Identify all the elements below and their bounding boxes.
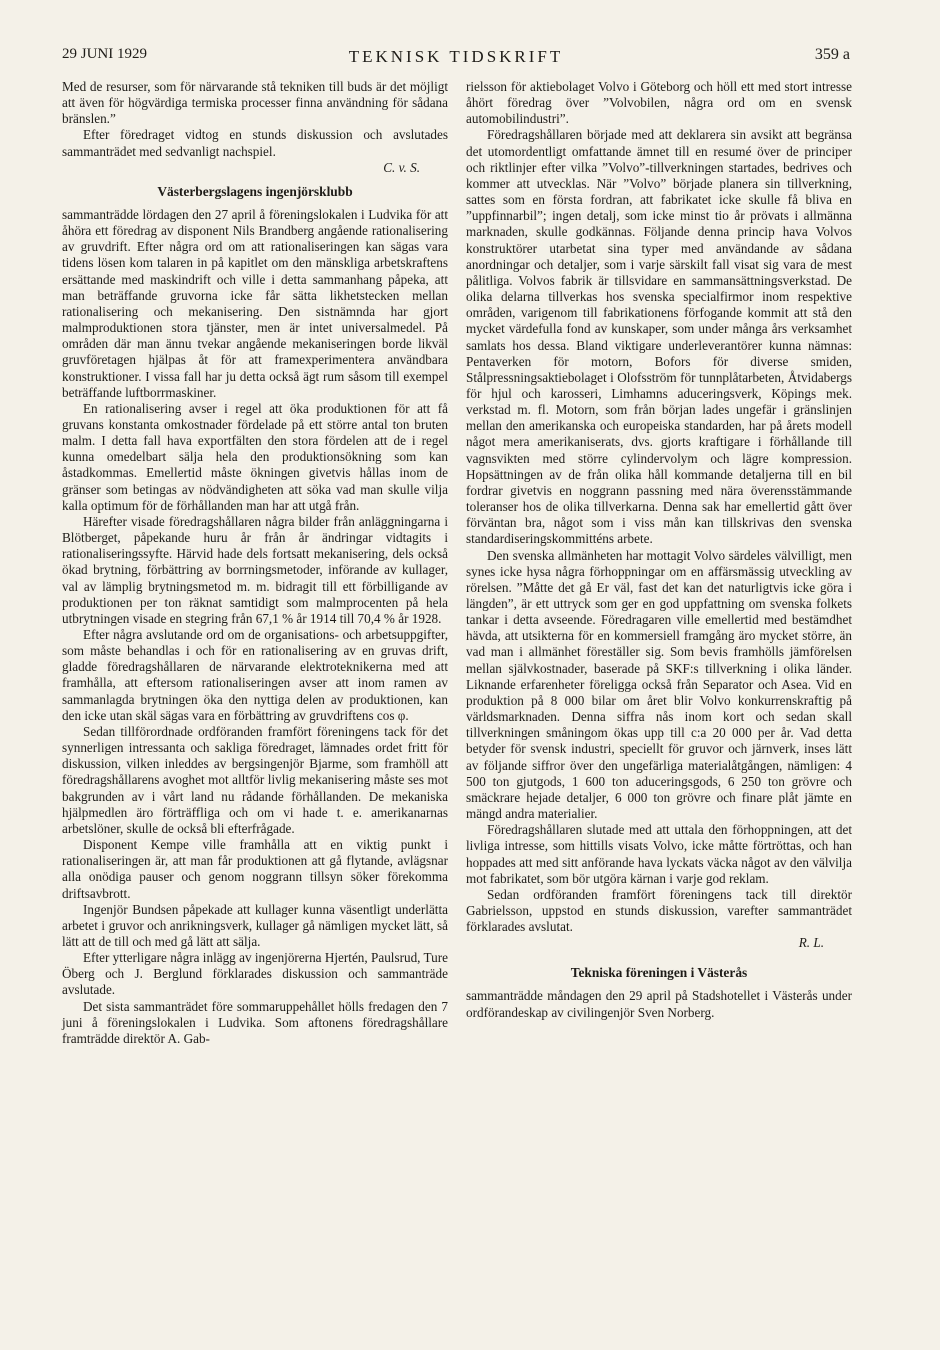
- paragraph: sammanträdde måndagen den 29 april på Stadshotellet i Västerås under ordförandeskap av civilingenjör Sven Norberg.: [466, 988, 852, 1020]
- paragraph: Sedan tillförordnade ordföranden framfört föreningens tack för det synnerligen intressanta och sakliga föredraget, lämnades ordet fritt för diskussion, vilken inleddes av bergsingenjör Bjarme, som framhöll att föredragshållarens avoghet mot alltför livlig mekanisering måste ses mot bakgrunden av i vårt land nu rådande förhållanden. De mekaniska hjälpmedlen äro förträffliga och om vi hade t. e. amerikanarnas arbetslöner, skulle de också bli efterfrågade.: [62, 723, 448, 836]
- section-heading: Tekniska föreningen i Västerås: [570, 965, 748, 981]
- paragraph: Disponent Kempe ville framhålla att en viktig punkt i rationaliseringen är, att man får produktionen att gå flytande, avlägsnar alla onödiga pauser och genom noggrann tillsyn söker förekomma driftsavbrott.: [62, 837, 448, 901]
- section-heading: Västerbergslagens ingenjörsklubb: [157, 183, 353, 199]
- paragraph: Den svenska allmänheten har mottagit Volvo särdeles välvilligt, men synes icke hysa några förhoppningar om en affärsmässig utveckling av rörelsen. ”Måtte det gå Er väl, fast det kan det naturligtvis icke göra i längden”, är ett uttryck som ger en god uppfattning om svenska folkets tankar i detta avseende. Föredragaren ville emellertid med bestämdhet hävda, att utsikterna för en kommersiell framgång äro mycket större, än vad man i allmänhet föreställer sig. Som bevis framhölls jämförelsen mellan självkostnader, baserade på SKF:s tillverkning i olika länder. Liknande erfarenheter föreligga också från Separator och Asea. Vid en produktion på 8 000 bilar om året blir Volvo konkurrenskraftig på världsmarknaden. Denna siffra nås inom kort och sedan skall tillverkningen småningom ökas upp till c:a 20 000 per år. Vad detta betyder för svensk industri, speciellt för gruvor och järnverk, inses lätt av följande siffror över den ungefärliga materialåtgången, nämligen: 4 500 ton gjutgods, 1 600 ton aduceringsgods, 6 250 ton grövre och smäckrare hejade detaljer, 6 000 ton grövre och finare plåt jämte en mängd andra materialier.: [466, 547, 852, 822]
- author-signature: R. L.: [798, 935, 824, 951]
- paragraph: Föredragshållaren började med att deklarera sin avsikt att begränsa det utomordentligt omfattande ämnet till en resumé över de principer och riktlinjer efter vilka ”Volvo”-tillverkningen startades, bedrives och kommer att utvecklas. När ”Volvo” började planera sin tillverkning, sattes som en första fordran, att fabrikatet icke skulle få bliva en ”uppfinnarbil”; ingen detalj, som icke minst tio år prövats i allmänna marknaden, skulle godkännas. Följande denna princip hava Volvos konstruktörer utarbetat sina typer med användande av sådana anordningar och detaljer, som i varje särskilt fall visat sig vara de mest pålitliga. Volvos fabrik är tillsvidare en sammansättningsverkstad. De olika delarna tillverkas hos svenska specialfirmor inom respektive områden, varigenom till fabrikationens förfogande kommit att stå den mycket värdefulla fond av kunskaper, som under många års verksamhet samlats hos dessa. Bland viktigare underleverantörer kunna nämnas: Pentaverken för motorn, Bofors för diverse smiden, Stålpressningsaktiebolaget i Olofsström för tunnplåtarbeten, Åtvidabergs för hjul och karosseri, Limhamns aduceringsverk, Köpings mek. verkstad m. fl. Motorn, som från början lades ungefär i gränslinjen mellan den amerikanska och europeiska standarden, har på årets modell något mera amerikaniserats, dvs. gjorts kraftigare i förhållande till vagnsvikten med större cylindervolym och lägre kompression. Hopsättningen av de från olika håll kommande detaljerna till en bil fordrar givetvis en noggrann passning med nära överensstämmande toleranser hos de olika tillverkarna. Denna sak har emellertid gått över förväntan bra, något som i viss mån kan tillskrivas den svenska standardiseringskommitténs arbete.: [466, 127, 852, 547]
- paragraph: Sedan ordföranden framfört föreningens tack till direktör Gabrielsson, uppstod en stunds diskussion, varefter sammanträdet förklarades avslutat.: [466, 886, 852, 935]
- paragraph: Med de resurser, som för närvarande stå tekniken till buds är det möjligt att även för högvärdiga termiska processer finna användning för sådana bränslen.”: [62, 79, 448, 127]
- paragraph: Ingenjör Bundsen påpekade att kullager kunna väsentligt underlätta arbetet i gruvor och anrikningsverk, kullager gå nämligen mycket lätt, så lätt att de till och med gå lätt att sälja.: [62, 901, 448, 949]
- paragraph: Efter några avslutande ord om de organisations- och arbetsuppgifter, som måste behandlas i och för en rationalisering av en gruvas drift, gladde föredragshållaren de närvarande elektroteknikerna med att framhålla, att eftersom rationaliseringen avser att inom ramen av sammanlagda brytningen öka den nyttiga delen av produktionen, kan den icke utan skäl sägas vara en förbättring av gruvdriftens cos φ.: [62, 627, 448, 723]
- left-column: [62, 79, 448, 1047]
- paragraph: Det sista sammanträdet före sommaruppehållet hölls fredagen den 7 juni å föreningslokalen i Ludvika. Som aftonens föredragshållare framträdde direktör A. Gab-: [62, 998, 448, 1046]
- paragraph: Härefter visade föredragshållaren några bilder från anläggningarna i Blötberget, påpekande huru år från år ändringar vidtagits i rationaliseringssyfte. Härvid hade dels fortsatt mekanisering, dels också ökad brytning, förbättring av borrningsmetoder, införande av kullager, val av lämplig brytningsmetod m. m. bidragit till ett förbilligande av produktionen per ton räknat samtidigt som malmprocenten på hela utbrytningen visade en stegring från 67,1 % år 1914 till 70,4 % år 1928.: [62, 513, 448, 626]
- paragraph: Efter ytterligare några inlägg av ingenjörerna Hjertén, Paulsrud, Ture Öberg och J. Berglund förklarades diskussion och sammanträde avslutade.: [62, 950, 448, 998]
- paragraph: rielsson för aktiebolaget Volvo i Göteborg och höll ett med stort intresse åhört föredrag över ”Volvobilen, några ord om en svensk automobilindustri”.: [466, 79, 852, 127]
- right-column: [466, 79, 852, 1021]
- author-signature: C. v. S.: [383, 159, 420, 175]
- paragraph: En rationalisering avser i regel att öka produktionen för att få gruvans konstanta omkostnader fördelade på ett större antal ton bruten malm. I detta fall hava exportfälten den stora fördelen att de i regel kunna omedelbart sälja hela den produktionsökning som kan åstadkommas. Emellertid måste ökningen givetvis hållas inom de gränser som betingas av nödvändigheten att söka vad man skulle vilja kalla optimum för de förhållanden man har att utgå från.: [62, 400, 448, 513]
- page-number: 359 a: [814, 46, 850, 63]
- issue-date: 29 JUNI 1929: [62, 46, 147, 62]
- page-header: [62, 44, 850, 70]
- journal-title: TEKNISK TIDSKRIFT: [348, 47, 564, 66]
- paragraph: Föredragshållaren slutade med att uttala den förhoppningen, att det livliga intresse, som hittills visats Volvo, icke måtte förtröttas, och han hoppades att med sitt anförande hava lyckats väcka något av den välvilja mot fabrikatet, som bör utgöra kärnan i varje god reklam.: [466, 822, 852, 886]
- paragraph: sammanträdde lördagen den 27 april å föreningslokalen i Ludvika för att åhöra ett föredrag av disponent Nils Brandberg angående rationalisering av gruvdrift. Efter några ord om att rationaliseringen kan sägas vara tidens lösen kom talaren in på kapitlet om den mänskliga arbetskraftens ersättande med maskindrift och ville i detta sammanhang påpeka, att man beträffande gruvorna icke får sätta likhetstecken mellan rationalisering och mekanisering. Den sistnämnda har gjort malmproduktionen stora tjänster, men är intet universalmedel. På områden där man ännu tvekar angående mekaniseringen borde likväl gruvföretagen hjälpas åt för att framexperimentera användbara konstruktioner. I vissa fall har ju detta också ägt rum såsom till exempel beträffande luftborrmaskiner.: [62, 206, 448, 400]
- paragraph: Efter föredraget vidtog en stunds diskussion och avslutades sammanträdet med sedvanligt nachspiel.: [62, 127, 448, 159]
